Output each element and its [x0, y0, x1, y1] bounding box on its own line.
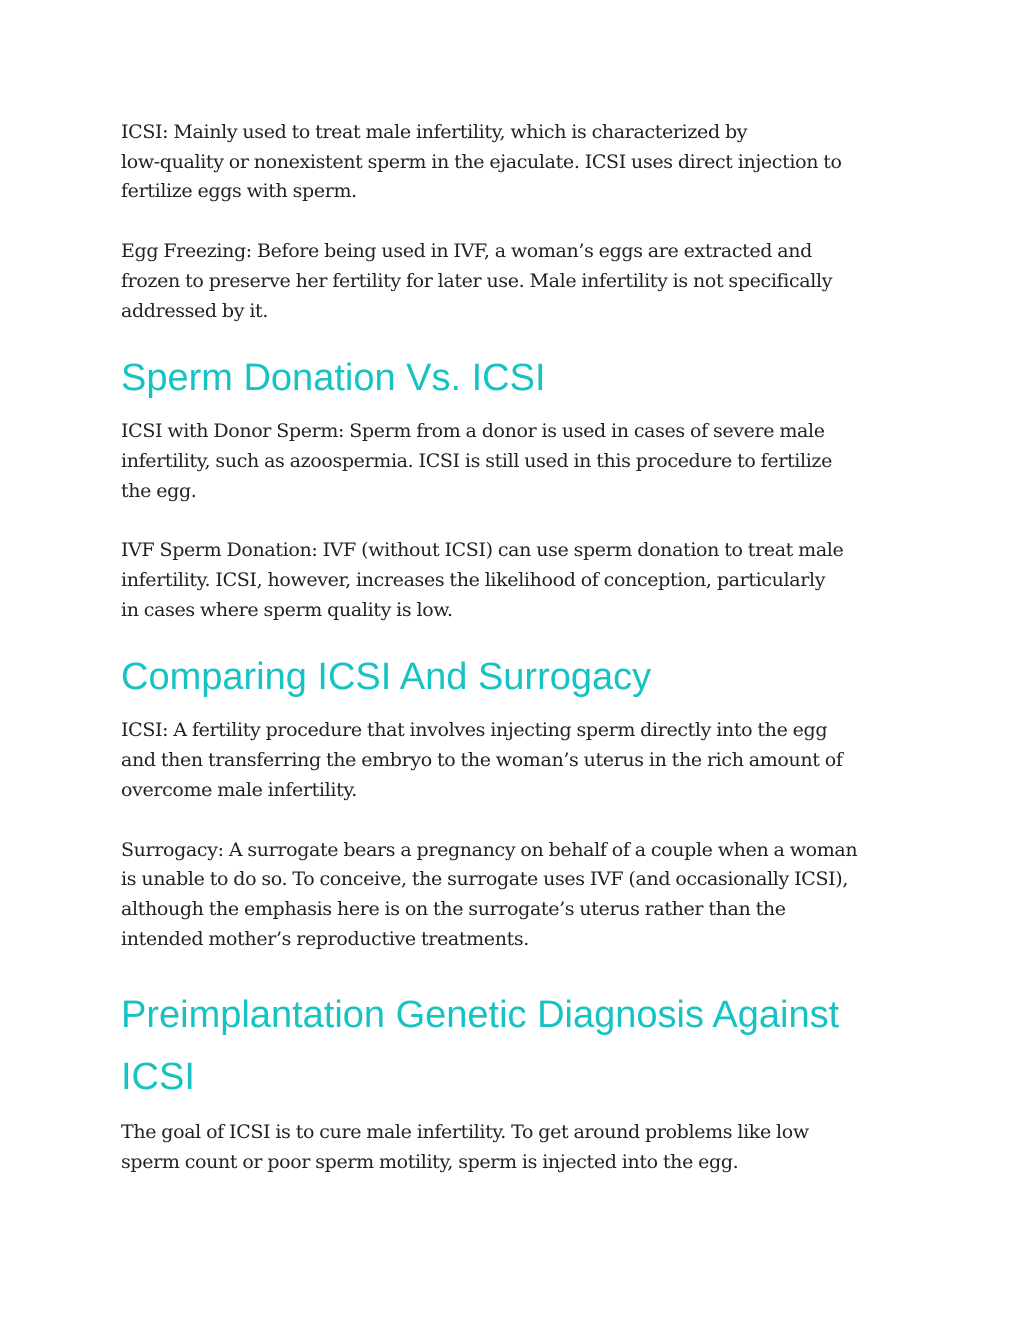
text-line: low-quality or nonexistent sperm in the ejaculate. ICSI uses direct injection to [121, 150, 842, 173]
text-line: ICSI: A fertility procedure that involves injecting sperm directly into the egg [121, 719, 828, 742]
text-line: infertility. ICSI, however, increases the likelihood of conception, particularly [121, 569, 826, 592]
text-line: fertilize eggs with sperm. [121, 180, 357, 203]
text-line: in cases where sperm quality is low. [121, 598, 453, 621]
paragraph-ivf-sperm-donation [121, 536, 921, 625]
text-line: intended mother’s reproductive treatments. [121, 927, 529, 950]
text-line: Egg Freezing: Before being used in IVF, a woman’s eggs are extracted and [121, 240, 812, 263]
text-line: overcome male infertility. [121, 778, 357, 801]
text-line: sperm count or poor sperm motility, sperm is injected into the egg. [121, 1151, 739, 1174]
heading-line: ICSI [121, 1056, 195, 1099]
document-page [121, 118, 921, 1208]
paragraph-icsi-intro [121, 118, 921, 207]
text-line: infertility, such as azoospermia. ICSI is still used in this procedure to fertilize [121, 449, 832, 472]
paragraph-egg-freezing [121, 237, 921, 326]
text-line: The goal of ICSI is to cure male infertility. To get around problems like low [121, 1121, 809, 1144]
text-line: the egg. [121, 479, 197, 502]
text-line: addressed by it. [121, 299, 269, 322]
paragraph-pgd-goal [121, 1118, 921, 1177]
paragraph-donor-sperm [121, 417, 921, 506]
text-line: frozen to preserve her fertility for later use. Male infertility is not specifically [121, 269, 833, 292]
text-line: ICSI with Donor Sperm: Sperm from a donor is used in cases of severe male [121, 420, 825, 443]
text-line: IVF Sperm Donation: IVF (without ICSI) can use sperm donation to treat male [121, 539, 844, 562]
heading-pgd [121, 984, 921, 1108]
text-line: although the emphasis here is on the surrogate’s uterus rather than the [121, 897, 786, 920]
text-line: is unable to do so. To conceive, the surrogate uses IVF (and occasionally ICSI), [121, 868, 849, 891]
paragraph-surrogacy [121, 836, 921, 955]
heading-line: Preimplantation Genetic Diagnosis Against [121, 994, 840, 1037]
text-line: and then transferring the embryo to the woman’s uterus in the rich amount of [121, 749, 843, 772]
text-line: Surrogacy: A surrogate bears a pregnancy on behalf of a couple when a woman [121, 838, 858, 861]
heading-surrogacy: Comparing ICSI And Surrogacy [121, 656, 652, 699]
text-line: ICSI: Mainly used to treat male infertility, which is characterized by [121, 121, 748, 143]
heading-sperm-donation: Sperm Donation Vs. ICSI [121, 357, 546, 400]
paragraph-icsi-surrogacy [121, 716, 921, 805]
